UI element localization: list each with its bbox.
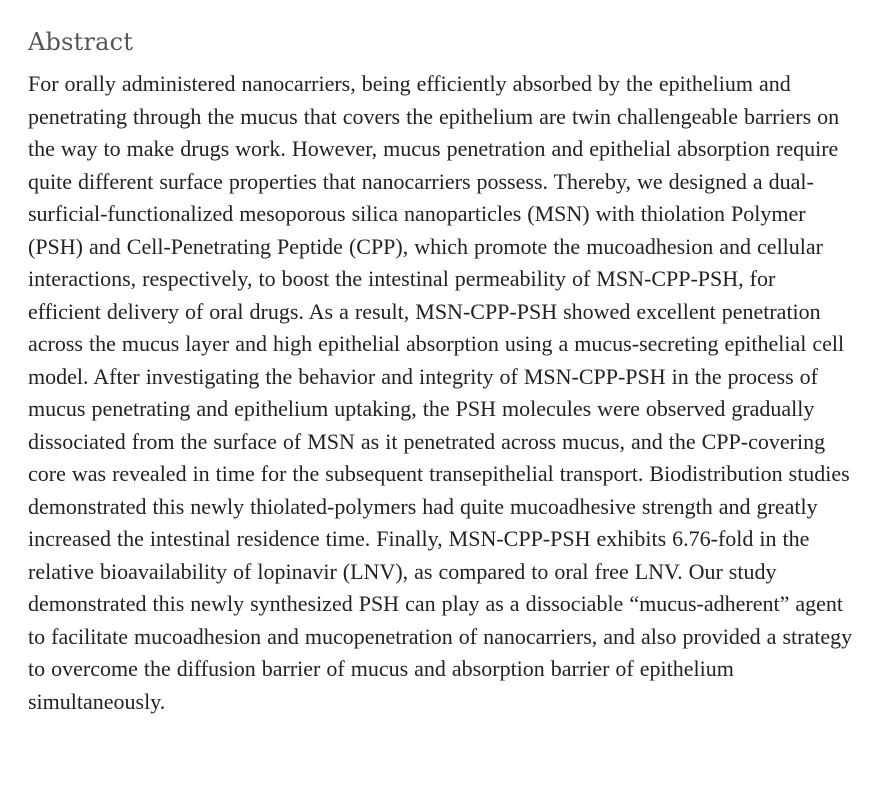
abstract-body: For orally administered nanocarriers, being efficiently absorbed by the epithelium and penetrating through the mucus that covers the epithelium are twin challengeable barriers on the way to make drugs work. However, mucus penetration and epithelial absorption require quite different surface properties that nanocarriers possess. Thereby, we designed a dual-surficial-functionalized mesoporous silica nanoparticles (MSN) with thiolation Polymer (PSH) and Cell-Penetrating Peptide (CPP), which promote the mucoadhesion and cellular interactions, respectively, to boost the intestinal permeability of MSN-CPP-PSH, for efficient delivery of oral drugs. As a result, MSN-CPP-PSH showed excellent penetration across the mucus layer and high epithelial absorption using a mucus-secreting epithelial cell model. After investigating the behavior and integrity of MSN-CPP-PSH in the process of mucus penetrating and epithelium uptaking, the PSH molecules were observed gradually dissociated from the surface of MSN as it penetrated across mucus, and the CPP-covering core was revealed in time for the subsequent transepithelial transport. Biodistribution studies demonstrated this newly thiolated-polymers had quite mucoadhesive strength and greatly increased the intestinal residence time. Finally, MSN-CPP-PSH exhibits 6.76-fold in the relative bioavailability of lopinavir (LNV), as compared to oral free LNV. Our study demonstrated this newly synthesized PSH can play as a dissociable “mucus-adherent” agent to facilitate mucoadhesion and mucopenetration of nanocarriers, and also provided a strategy to overcome the diffusion barrier of mucus and absorption barrier of epithelium simultaneously. (28, 71, 853, 714)
abstract-heading: Abstract (28, 28, 134, 56)
abstract-section (28, 24, 853, 718)
